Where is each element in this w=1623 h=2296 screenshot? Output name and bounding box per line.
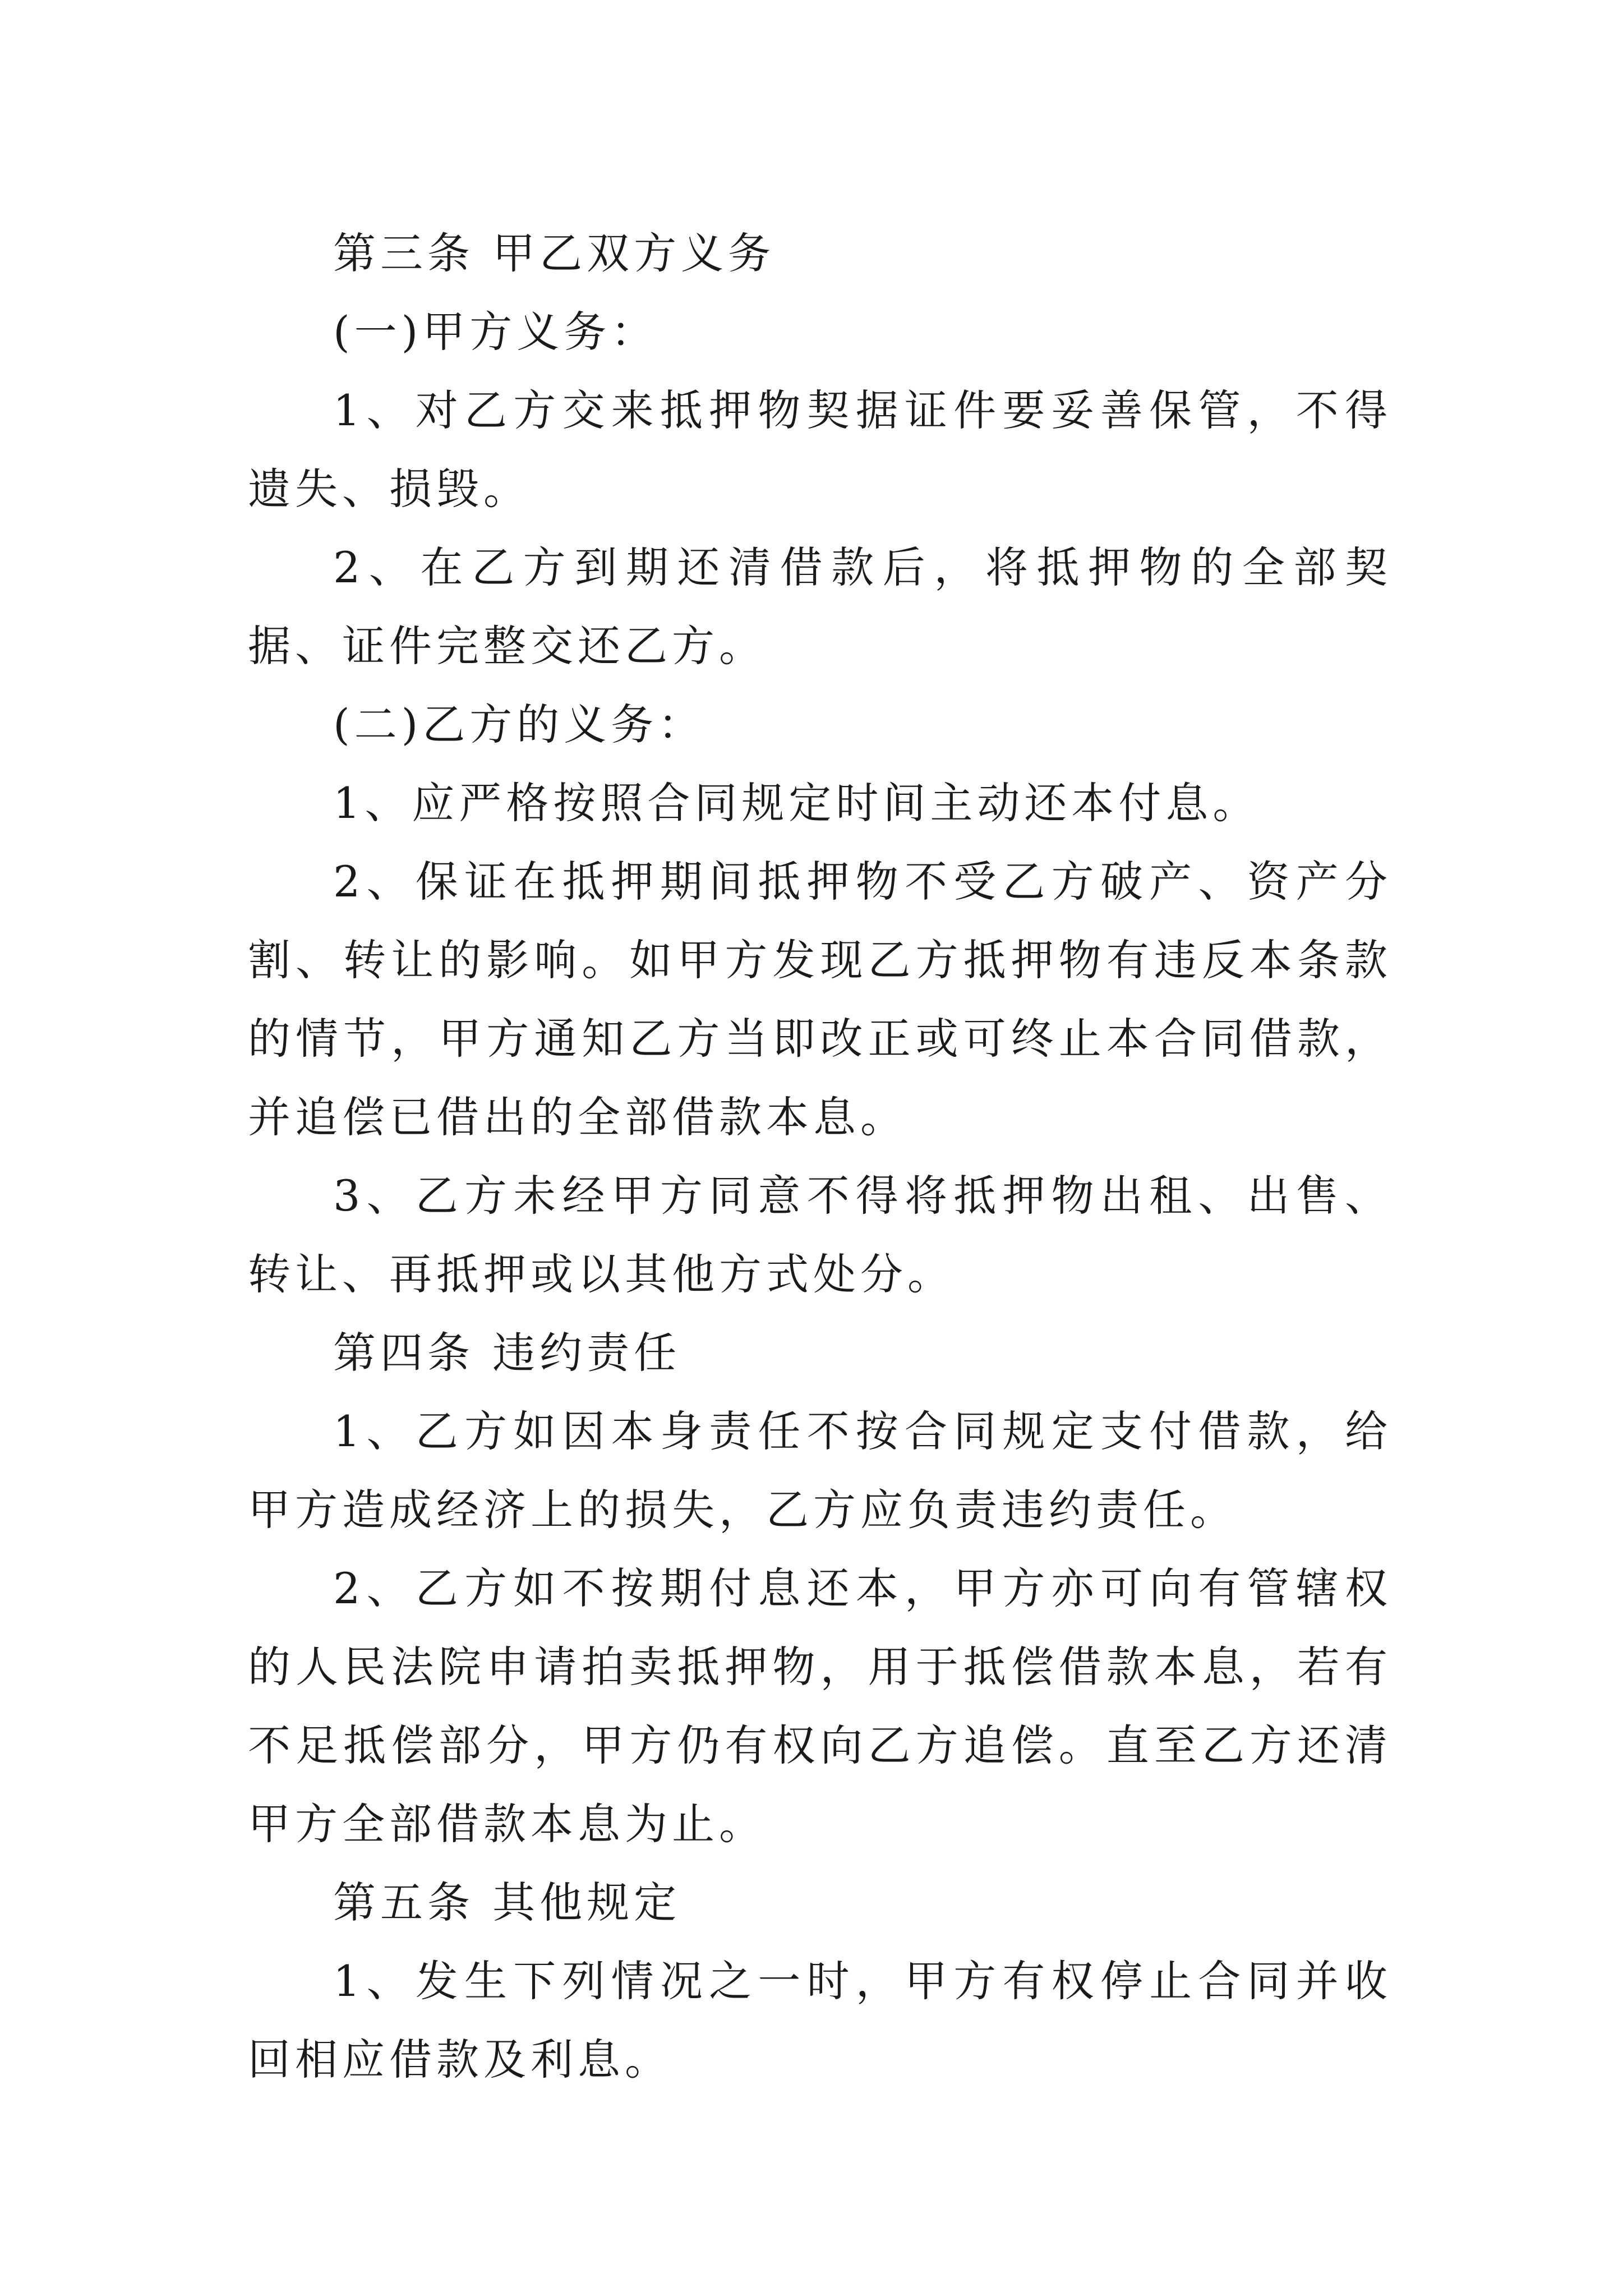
- party-b-obligation-3: 3、乙方未经甲方同意不得将抵押物出租、出售、转让、再抵押或以其他方式处分。: [248, 1171, 1392, 1299]
- article-5-heading: 第五条 其他规定: [333, 1878, 681, 1927]
- liability-clause-1: 1、乙方如因本身责任不按合同规定支付借款，给甲方造成经济上的损失，乙方应负责违约责任。: [248, 1406, 1392, 1535]
- article-4-heading: 第四条 违约责任: [333, 1328, 681, 1378]
- party-b-obligation-2: 2、保证在抵押期间抵押物不受乙方破产、资产分割、转让的影响。如甲方发现乙方抵押物有违反本条款的情节，甲方通知乙方当即改正或可终止本合同借款，并追偿已借出的全部借款本息。: [248, 857, 1392, 1142]
- party-a-obligations-heading: (一)甲方义务：: [333, 307, 658, 357]
- party-b-obligations-heading: (二)乙方的义务：: [333, 700, 706, 749]
- party-a-obligation-2: 2、在乙方到期还清借款后，将抵押物的全部契据、证件完整交还乙方。: [248, 542, 1392, 671]
- article-3-heading: 第三条 甲乙双方义务: [333, 228, 776, 278]
- liability-clause-2: 2、乙方如不按期付息还本，甲方亦可向有管辖权的人民法院申请拍卖抵押物，用于抵偿借款本息，若有不足抵偿部分，甲方仍有权向乙方追偿。直至乙方还清甲方全部借款本息为止。: [248, 1563, 1392, 1849]
- document-body: [248, 214, 1392, 2099]
- other-provision-1: 1、发生下列情况之一时，甲方有权停止合同并收回相应借款及利息。: [248, 1956, 1392, 2085]
- party-a-obligation-1: 1、对乙方交来抵押物契据证件要妥善保管，不得遗失、损毁。: [248, 385, 1392, 514]
- party-b-obligation-1: 1、应严格按照合同规定时间主动还本付息。: [333, 778, 1260, 828]
